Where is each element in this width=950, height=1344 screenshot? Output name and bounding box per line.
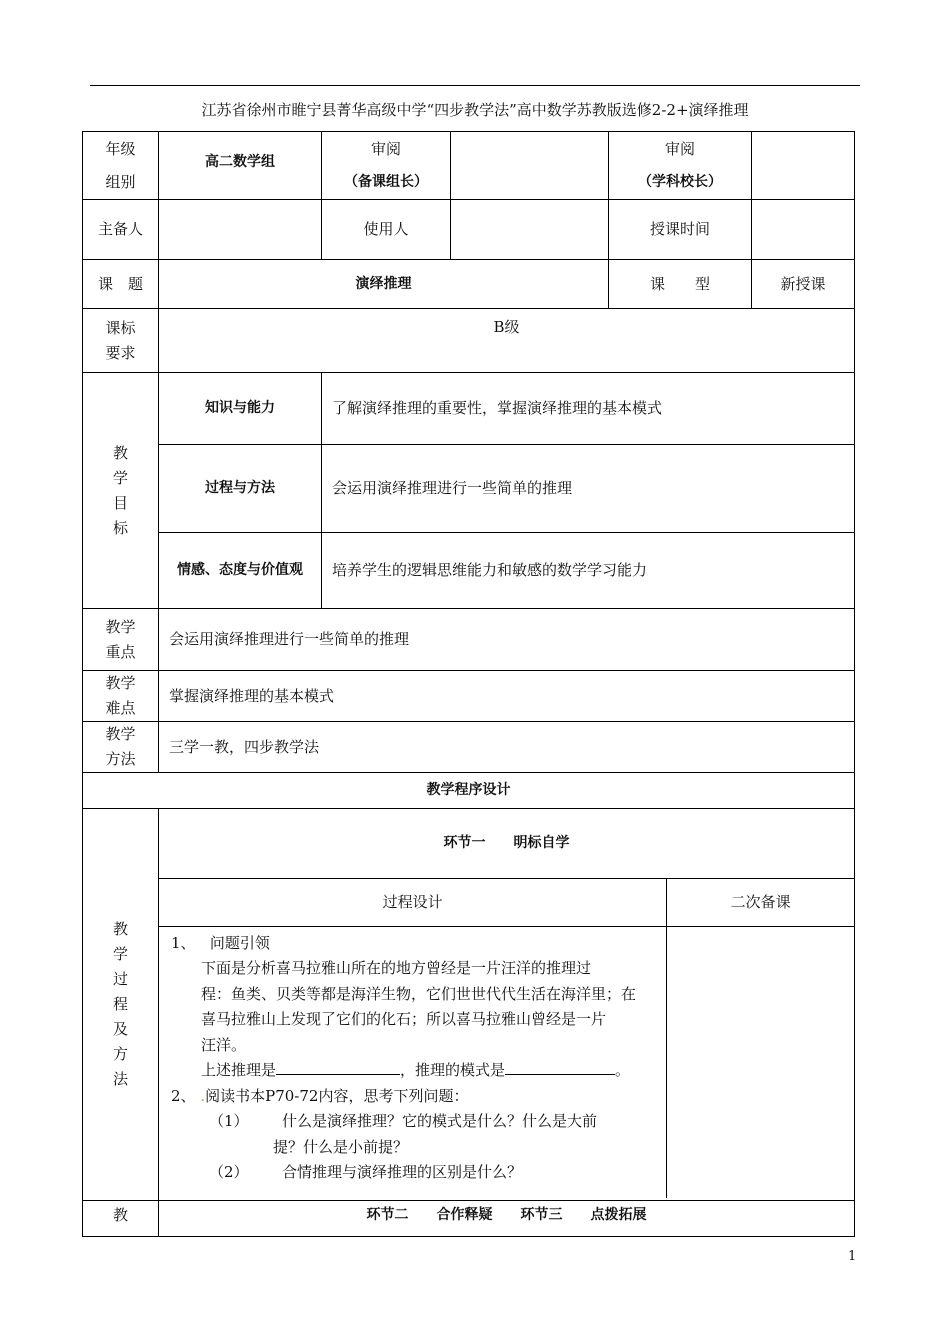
- topic-label: 课 题: [83, 260, 159, 309]
- class-time-label: 授课时间: [609, 200, 752, 260]
- item-1-line-3: 喜马拉雅山上发现了它们的化石；所以喜马拉雅山曾经是一片: [201, 1010, 607, 1028]
- review-principal-value: [752, 132, 855, 200]
- goal-knowledge-label: 知识与能力: [159, 373, 322, 445]
- page-number: 1: [848, 1249, 857, 1264]
- teaching-method-label: 教学 方法: [83, 722, 159, 773]
- goal-attitude-label: 情感、态度与价值观: [159, 533, 322, 609]
- header-rule: [90, 85, 860, 86]
- answer-blank-2[interactable]: [505, 1058, 615, 1075]
- column-process-design: 过程设计: [159, 878, 667, 926]
- goal-process-label: 过程与方法: [159, 445, 322, 533]
- process-inner-table: [159, 809, 854, 1198]
- section-one-title: 环节一 明标自学: [159, 809, 854, 878]
- grade-group-label: 年级 组别: [83, 132, 159, 200]
- grade-group-value: 高二数学组: [159, 132, 322, 200]
- goal-attitude-text: 培养学生的逻辑思维能力和敏感的数学学习能力: [322, 533, 855, 609]
- item-1-question: 上述推理是 ，推理的模式是 。: [171, 1058, 658, 1084]
- sub-question-1: （1） 什么是演绎推理？它的模式是什么？什么是大前: [209, 1112, 597, 1130]
- review-leader-label: 审阅 （备课组长）: [322, 132, 451, 200]
- user-label: 使用人: [322, 200, 451, 260]
- answer-blank-1[interactable]: [276, 1058, 400, 1075]
- main-preparer-label: 主备人: [83, 200, 159, 260]
- lesson-type-value: 新授课: [752, 260, 855, 309]
- process-section: [159, 809, 855, 1201]
- class-time-value: [752, 200, 855, 260]
- program-design-title: 教学程序设计: [83, 773, 855, 809]
- teaching-focus-text: 会运用演绎推理进行一些简单的推理: [159, 609, 855, 671]
- item-1-line-2: 程：鱼类、贝类等都是海洋生物，它们世世代代生活在海洋里；在: [201, 984, 637, 1003]
- goal-process-text: 会运用演绎推理进行一些简单的推理: [322, 445, 855, 533]
- item-1-line-1: 下面是分析喜马拉雅山所在的地方曾经是一片汪洋的推理过: [201, 959, 592, 977]
- review-leader-value: [451, 132, 609, 200]
- sections-two-three-title: 环节二 合作释疑 环节三 点拨拓展: [159, 1201, 855, 1237]
- item-2: 2、 .阅读书本P70-72内容，思考下列问题：: [171, 1086, 469, 1105]
- sub-question-1-line-2: 提？什么是小前提？: [273, 1137, 409, 1156]
- teaching-difficulty-text: 掌握演绎推理的基本模式: [159, 671, 855, 722]
- item-1-line-4: 汪洋。: [201, 1035, 247, 1054]
- sub-question-2: （2） 合情推理与演绎推理的区别是什么？: [209, 1163, 522, 1181]
- user-value: [451, 200, 609, 260]
- document-title: 江苏省徐州市睢宁县菁华高级中学“四步教学法”高中数学苏教版选修2-2+演绎推理: [201, 101, 749, 119]
- column-second-preparation: 二次备课: [667, 878, 854, 926]
- goal-knowledge-text: 了解演绎推理的重要性，掌握演绎推理的基本模式: [322, 373, 855, 445]
- topic-value: 演绎推理: [159, 260, 609, 309]
- teaching-label-continued: 教: [83, 1201, 159, 1237]
- teaching-focus-label: 教学 重点: [83, 609, 159, 671]
- process-design-content: [159, 926, 667, 1198]
- lesson-plan-table: [82, 131, 855, 1237]
- curriculum-requirement-value: B级: [159, 309, 855, 373]
- teaching-method-text: 三学一教，四步教学法: [159, 722, 855, 773]
- teaching-difficulty-label: 教学 难点: [83, 671, 159, 722]
- second-preparation-content: [667, 926, 854, 1198]
- main-preparer-value: [159, 200, 322, 260]
- lesson-type-label: 课 型: [609, 260, 752, 309]
- item-1: 1、 问题引领: [171, 933, 270, 952]
- review-principal-label: 审阅 （学科校长）: [609, 132, 752, 200]
- teaching-goals-label: 教 学 目 标: [83, 373, 159, 609]
- curriculum-requirement-label: 课标 要求: [83, 309, 159, 373]
- process-method-label: 教 学 过 程 及 方 法: [83, 809, 159, 1201]
